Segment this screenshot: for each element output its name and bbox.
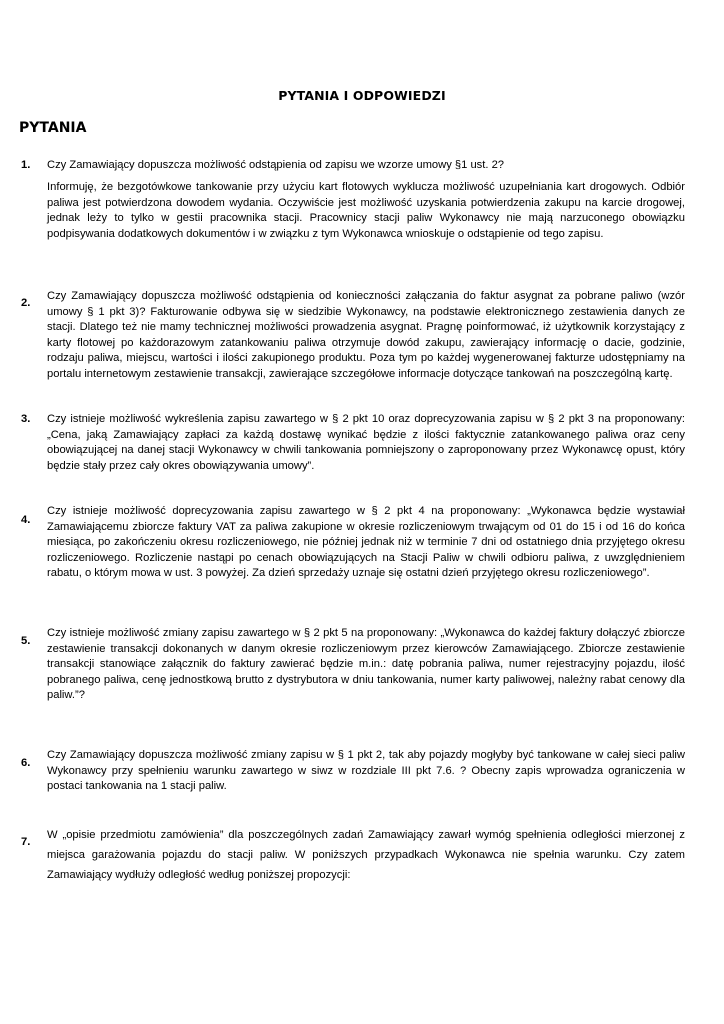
question-text: W „opisie przedmiotu zamówienia” dla poszczególnych zadań Zamawiający zawarł wymóg spełnienia odległości mierzonej z miejsca garażowania pojazdu do stacji paliw. W poniższych przypadkach Wykonawca nie spełnia warunku. Czy zatem Zamawiający wydłuży odległość według poniższej propozycji:: [47, 829, 685, 881]
question-text: Czy Zamawiający dopuszcza możliwość odstąpienia od konieczności załączania do faktur asygnat za pobrane paliwo (wzór umowy § 1 pkt 3)? Fakturowanie odbywa się w siedzibie Wykonawcy, na podstawie elektronicznego zestawienia danych ze stacji. Dlatego też nie mamy technicznej możliwości prowadzenia asygnat. Pragnę poinformować, iż użytkownik korzystający z karty flotowej po każdorazowym zatankowaniu paliwa otrzymuje dowód zakupu, zawierający informację o dacie, godzinie, rodzaju paliwa, miejscu, wartości i ilości zakupionego produktu. Poza tym po każdej wygenerowanej fakturze udostępniamy na portalu internetowym zestawienie transakcji, zawierające szczegółowe informacje dotyczące tankowań na poszczególną kartę.: [47, 290, 685, 380]
question-number: 7.: [21, 836, 31, 848]
question-text: Czy Zamawiający dopuszcza możliwość odstąpienia od zapisu we wzorze umowy §1 ust. 2?: [47, 159, 505, 171]
question-text: Czy istnieje możliwość doprecyzowania zapisu zawartego w § 2 pkt 4 na proponowany: „Wykonawca będzie wystawiał Zamawiającemu zbiorcze faktury VAT za paliwa zakupione w okresie rozliczeniowym trwającym od 01 do 15 i od 16 do końca miesiąca, po zakończeniu okresu rozliczeniowego, nie później jednak niż w terminie 7 dni od ostatniego dnia przyjętego okresu rozliczeniowego. Rozliczenie nastąpi po cenach obowiązujących na Stacji Paliw w chwili odbioru paliwa, z uwzględnieniem rabatu, o którym mowa w ust. 3 powyżej. Za dzień sprzedaży uznaje się ostatni dzień przyjętego okresu rozliczeniowego”.: [47, 505, 685, 579]
question-number: 4.: [21, 514, 31, 526]
question-number: 2.: [21, 297, 31, 309]
question-text: Czy istnieje możliwość wykreślenia zapisu zawartego w § 2 pkt 10 oraz doprecyzowania zapisu w § 2 pkt 3 na proponowany: „Cena, jaką Zamawiający zapłaci za każdą dostawę wynikać będzie z ilości faktycznie zatankowanego paliwa oraz ceny obowiązującej na danej stacji Wykonawcy w chwili tankowania pomniejszony o zaproponowany przez Wykonawcę opust, który będzie stały przez cały okres obowiązywania umowy”.: [47, 413, 685, 472]
question-number: 6.: [21, 757, 31, 769]
question-number: 3.: [21, 413, 31, 425]
section-heading: PYTANIA: [19, 120, 87, 136]
page-title: PYTANIA I ODPOWIEDZI: [278, 88, 446, 103]
answer-text: Informuję, że bezgotówkowe tankowanie przy użyciu kart flotowych wyklucza możliwość uzupełniania kart drogowych. Odbiór paliwa jest potwierdzona dowodem wydania. Oczywiście jest możliwość uzyskania potwierdzenia zakupu na karcie drogowej, jednak leży to tylko w gestii pracownika stacji. Pracownicy stacji paliw Wykonawcy nie mają narzuconego obowiązku podpisywania dodatkowych dokumentów i w związku z tym Wykonawca wnioskuje o odstąpienie od tego zapisu.: [47, 181, 685, 240]
question-text: Czy Zamawiający dopuszcza możliwość zmiany zapisu w § 1 pkt 2, tak aby pojazdy mogłyby być tankowane w całej sieci paliw Wykonawcy przy spełnieniu warunku zawartego w siwz w rozdziale III pkt 7.6. ? Obecny zapis wprowadza ograniczenia w postaci tankowania na 1 stacji paliw.: [47, 749, 685, 792]
question-number: 5.: [21, 635, 31, 647]
question-number: 1.: [21, 159, 31, 171]
question-text: Czy istnieje możliwość zmiany zapisu zawartego w § 2 pkt 5 na proponowany: „Wykonawca do każdej faktury dołączyć zbiorcze zestawienie transakcji dokonanych w danym okresie rozliczeniowym przez kierowców Zamawiającego. Zbiorcze zestawienie transakcji stanowiące załącznik do faktury zawierać będzie m.in.: datę pobrania paliwa, numer rejestracyjny pojazdu, ilość pobranego paliwa, cenę jednostkową brutto z dystrybutora w dniu tankowania, numer karty paliwowej, należny rabat cenowy dla paliw.”?: [47, 627, 685, 701]
